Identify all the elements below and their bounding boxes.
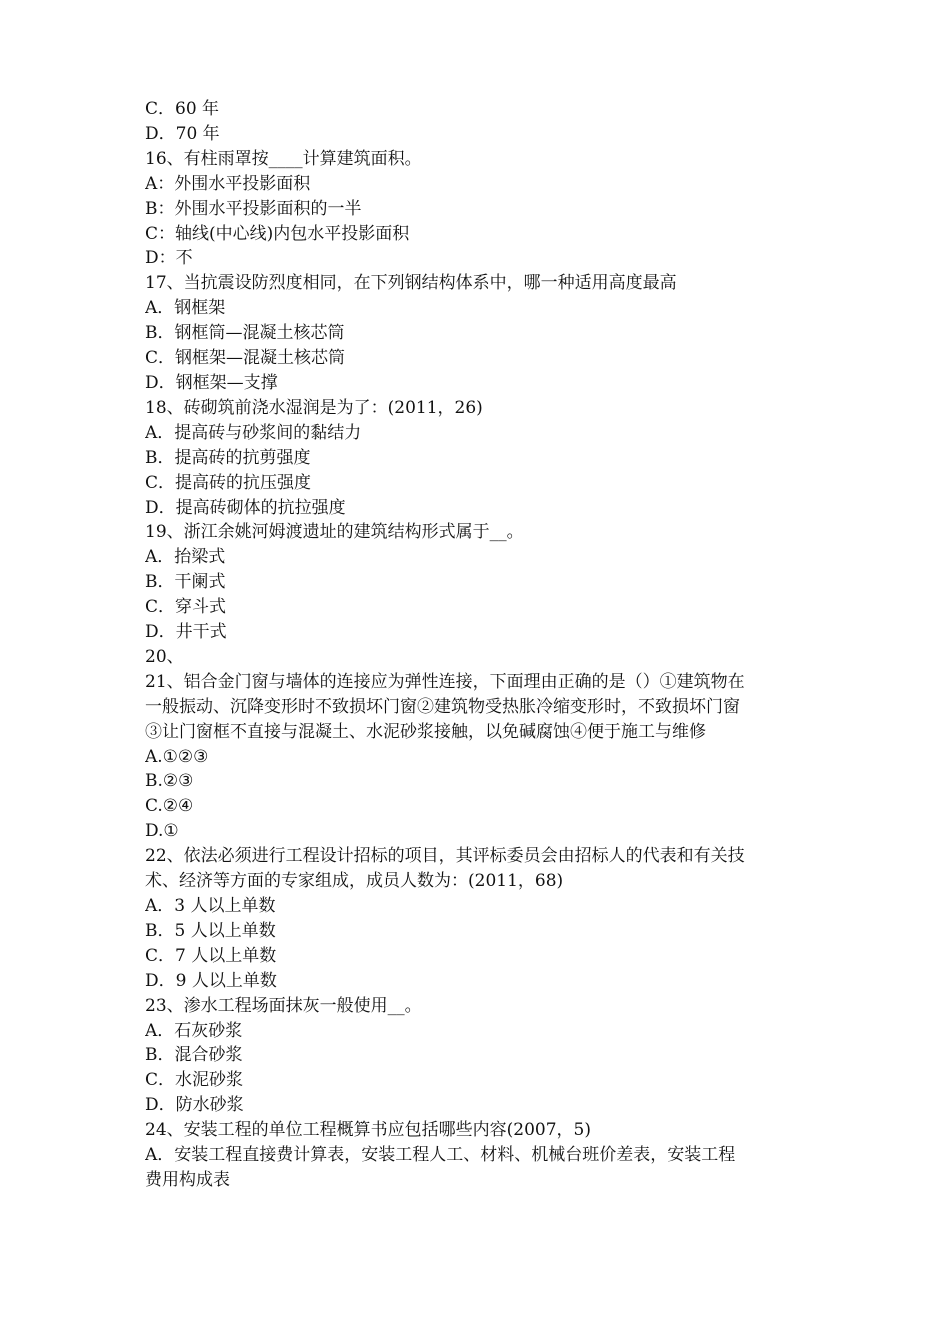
text-line: D．70 年 xyxy=(145,123,220,144)
text-line: 23、渗水工程场面抹灰一般使用__。 xyxy=(145,995,422,1016)
text-line: D：不 xyxy=(145,248,193,269)
text-line: 19、浙江余姚河姆渡遗址的建筑结构形式属于__。 xyxy=(145,522,524,543)
text-line: D．防水砂浆 xyxy=(145,1095,244,1116)
text-line: A．安装工程直接费计算表，安装工程人工、材料、机械台班价差表，安装工程 xyxy=(145,1145,736,1166)
text-line: 16、有柱雨罩按____计算建筑面积。 xyxy=(145,148,422,169)
text-line: C．60 年 xyxy=(145,99,220,119)
text-line: A．钢框架 xyxy=(145,298,226,319)
document-page xyxy=(145,97,825,1193)
text-line: ③让门窗框不直接与混凝土、水泥砂浆接触，以免碱腐蚀④便于施工与维修 xyxy=(145,721,706,742)
text-line: B．5 人以上单数 xyxy=(145,920,276,941)
text-line: 一般振动、沉降变形时不致损坏门窗②建筑物受热胀冷缩变形时，不致损坏门窗 xyxy=(145,696,740,717)
text-line: 22、依法必须进行工程设计招标的项目，其评标委员会由招标人的代表和有关技 xyxy=(145,846,745,867)
text-line: C．穿斗式 xyxy=(145,597,227,618)
text-line: B.②③ xyxy=(145,771,194,792)
text-line: 术、经济等方面的专家组成，成员人数为：(2011，68) xyxy=(145,871,564,892)
text-line: B．钢框筒—混凝土核芯筒 xyxy=(145,323,345,344)
text-line: 18、砖砌筑前浇水湿润是为了：(2011，26) xyxy=(145,397,483,418)
text-line: A．3 人以上单数 xyxy=(145,896,276,916)
text-line: D．9 人以上单数 xyxy=(145,970,277,991)
text-line: B．干阑式 xyxy=(145,572,226,593)
text-line: 17、当抗震设防烈度相同，在下列钢结构体系中，哪一种适用高度最高 xyxy=(145,273,677,294)
text-line: D．提高砖砌体的抗拉强度 xyxy=(145,497,346,518)
text-line: A．石灰砂浆 xyxy=(145,1020,243,1041)
text-line: B：外围水平投影面积的一半 xyxy=(145,198,362,219)
text-line: C.②④ xyxy=(145,796,194,817)
text-line: A：外围水平投影面积 xyxy=(145,173,311,194)
text-line: D.① xyxy=(145,821,179,842)
text-line: C．水泥砂浆 xyxy=(145,1070,244,1091)
text-line: C．钢框架—混凝土核芯筒 xyxy=(145,348,346,369)
text-line: C．提高砖的抗压强度 xyxy=(145,472,312,493)
text-line: 费用构成表 xyxy=(145,1169,230,1190)
text-line: D．井干式 xyxy=(145,622,227,643)
text-line: B．提高砖的抗剪强度 xyxy=(145,447,311,468)
text-line: A．抬梁式 xyxy=(145,547,226,568)
text-line: A.①②③ xyxy=(145,746,209,767)
text-line: D．钢框架—支撑 xyxy=(145,372,278,393)
text-line: 20、 xyxy=(145,646,184,667)
text-line: 24、安装工程的单位工程概算书应包括哪些内容(2007，5) xyxy=(145,1120,591,1141)
text-line: C：轴线(中心线)内包水平投影面积 xyxy=(145,223,410,244)
text-line: 21、铝合金门窗与墙体的连接应为弹性连接，下面理由正确的是（）①建筑物在 xyxy=(145,671,745,692)
text-line: A．提高砖与砂浆间的黏结力 xyxy=(145,422,362,443)
text-line: B．混合砂浆 xyxy=(145,1045,243,1066)
text-line: C．7 人以上单数 xyxy=(145,945,277,966)
